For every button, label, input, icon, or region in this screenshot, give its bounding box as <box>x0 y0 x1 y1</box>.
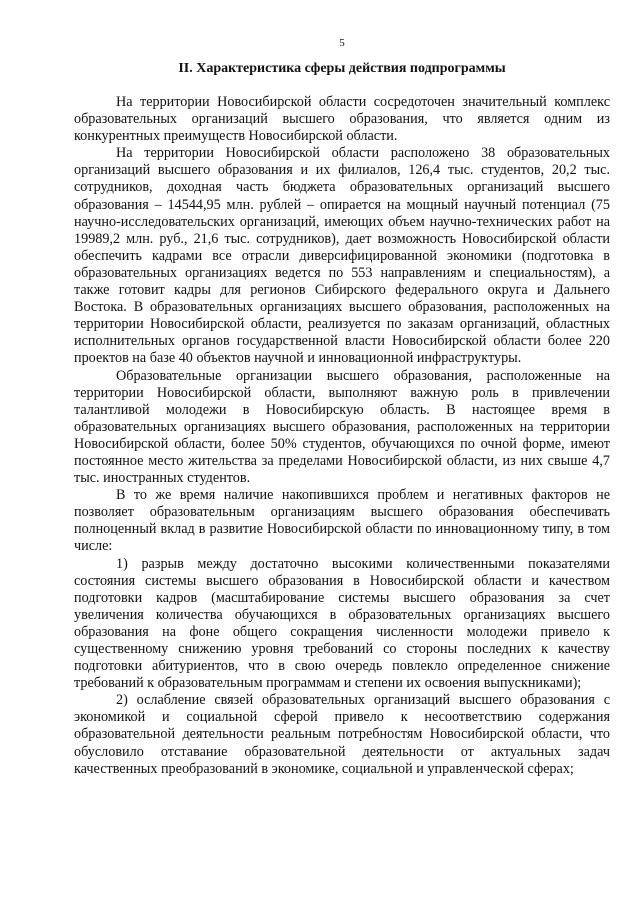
paragraph: На территории Новосибирской области расположено 38 образовательных организаций высшего образования и их филиалов, 126,4 тыс. студентов, 20,2 тыс. сотрудников, доходная часть бюджета образовательных организаций высшего образования – 14544,95 млн. рублей – опирается на мощный научный потенциал (75 научно-исследовательских организаций, имеющих объем научно-технических работ на 19989,2 млн. руб., 21,6 тыс. сотрудников), дает возможность Новосибирской области обеспечить кадрами все отрасли диверсифицированной экономики (подготовка в образовательных организациях ведется по 553 направлениям и специальностям), а также готовит кадры для регионов Сибирского федерального округа и Дальнего Востока. В образовательных организациях высшего образования, расположенных на территории Новосибирской области, реализуется по заказам организаций, областных исполнительных органов государственной власти Новосибирской области более 220 проектов на базе 40 объектов научной и инновационной инфраструктуры. <box>74 145 610 367</box>
list-item: 1) разрыв между достаточно высокими количественными показателями состояния системы высшего образования в Новосибирской области и качеством подготовки кадров (масштабирование системы высшего образования за счет увеличения количества обучающихся в образовательных организациях высшего образования на фоне общего сокращения численности молодежи привело к существенному снижению уровня требований со стороны последних к качеству подготовки абитуриентов, что в свою очередь повлекло определенное снижение требований к образовательным программам и степени их освоения выпускниками); <box>74 555 610 692</box>
document-body <box>74 94 610 778</box>
paragraph: В то же время наличие накопившихся проблем и негативных факторов не позволяет образовательным организациям высшего образования обеспечивать полноценный вклад в развитие Новосибирской области по инновационному типу, в том числе: <box>74 487 610 555</box>
document-page <box>74 36 610 778</box>
page-number: 5 <box>339 37 345 49</box>
list-item: 2) ослабление связей образовательных организаций высшего образования с экономикой и социальной сферой привело к несоответствию содержания образовательной деятельности реальным потребностям Новосибирской области, что обусловило отставание образовательной деятельности от актуальных задач качественных преобразований в экономике, социальной и управленческой сферах; <box>74 692 610 777</box>
paragraph: Образовательные организации высшего образования, расположенные на территории Новосибирской области, выполняют важную роль в привлечении талантливой молодежи в Новосибирскую область. В настоящее время в образовательных организациях высшего образования, расположенных на территории Новосибирской области, более 50% студентов, обучающихся по очной форме, имеют постоянное место жительства за пределами Новосибирской области, из них свыше 4,7 тыс. иностранных студентов. <box>74 367 610 487</box>
paragraph: На территории Новосибирской области сосредоточен значительный комплекс образовательных организаций высшего образования, что является одним из конкурентных преимуществ Новосибирской области. <box>74 94 610 145</box>
section-title: II. Характеристика сферы действия подпрограммы <box>178 61 506 76</box>
